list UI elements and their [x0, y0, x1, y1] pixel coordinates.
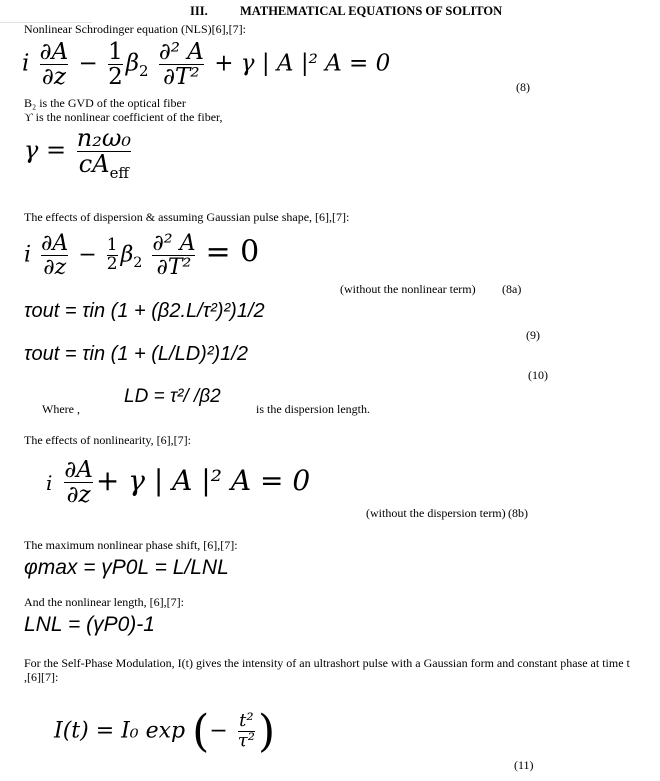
- eq8b-i: i: [46, 471, 53, 496]
- equation-8b: [46, 458, 310, 507]
- eq9-number: (9): [526, 328, 540, 342]
- eq8-one: 1: [108, 39, 123, 65]
- spm-line-1: For the Self-Phase Modulation, I(t) gives the intensity of an ultrashort pulse with a Gaussian form and constant phase at time t: [24, 656, 630, 670]
- eq8a-rest: = 0: [205, 234, 260, 270]
- spm-line-2: ,[6][7]:: [24, 670, 59, 684]
- eq8b-num-dA: ∂A: [64, 457, 93, 483]
- eq8-den-dz: ∂z: [40, 64, 69, 89]
- nl-length-equation: LNL = (γP0)-1: [24, 613, 155, 636]
- eq8a-i: i: [24, 242, 32, 268]
- eq10-number: (10): [528, 368, 548, 382]
- section-title: MATHEMATICAL EQUATIONS OF SOLITON: [239, 4, 503, 18]
- eq8a-d2A: ∂² A: [152, 231, 196, 256]
- eq8a-beta: β: [120, 242, 134, 268]
- eq11-minus: −: [209, 718, 228, 744]
- equation-9: τout = τin (1 + (β2.L/τ²)²)1/2: [24, 300, 265, 322]
- eq8a-num-dA: ∂A: [41, 231, 69, 256]
- eq8b-rest: + γ | A |² A = 0: [95, 464, 311, 498]
- eq8-number: (8): [516, 80, 530, 94]
- equation-8a: i $\frac{\partial A}{\partial z}$ − $\frac{1}{2}$ $\beta_2$ $\frac{\text{∂² A}}{\text{∂T²}}$ = 0: [24, 231, 260, 281]
- eq8b-den-dz: ∂z: [64, 482, 93, 507]
- eq8-two: 2: [108, 64, 123, 91]
- equation-10: τout = τin (1 + (L/LD)²)1/2: [24, 343, 248, 365]
- section-number: III.: [190, 4, 208, 18]
- eq8b-number: (8b): [508, 506, 528, 520]
- phase-intro: The maximum nonlinear phase shift, [6],[7]:: [24, 538, 238, 552]
- dispersion-intro: The effects of dispersion & assuming Gaussian pulse shape, [6],[7]:: [24, 210, 350, 224]
- eq11-lhs: I(t) = I₀ exp: [54, 718, 186, 744]
- nls-intro: Nonlinear Schrodinger equation (NLS)[6],[7]:: [24, 22, 246, 36]
- ld-where: Where ,: [42, 402, 80, 416]
- eq8a-dT2: ∂T²: [152, 255, 195, 279]
- eq11-den: τ²: [237, 730, 255, 751]
- eq8a-two: 2: [106, 254, 118, 275]
- equation-11: I(t) = I₀ exp (− $\frac{\text{t²}}{\text{τ²}}$ ): [54, 706, 276, 757]
- eq8a-den-dz: ∂z: [41, 255, 68, 279]
- ld-suffix: is the dispersion length.: [256, 402, 370, 416]
- eq8b-note: (without the dispersion term): [366, 506, 506, 520]
- eq8a-number: (8a): [502, 282, 522, 296]
- eq8-beta-sub: 2: [139, 62, 149, 81]
- gamma-lhs: γ =: [24, 136, 67, 165]
- ld-formula: LD = τ²/ /β2: [124, 386, 221, 407]
- eq8a-one: 1: [106, 235, 118, 256]
- gamma-definition: ϒ is the nonlinear coefficient of the fiber,: [24, 110, 223, 124]
- gamma-num: n₂ω₀: [76, 124, 132, 152]
- eq11-num: t²: [239, 710, 254, 732]
- nl-length-intro: And the nonlinear length, [6],[7]:: [24, 595, 184, 609]
- eq8-beta: β: [125, 50, 140, 77]
- eq8-rest: + γ | A |² A = 0: [214, 50, 391, 77]
- eq8-i: i: [22, 50, 30, 77]
- eq8a-beta-sub: 2: [133, 254, 143, 271]
- eq8-num-dA: ∂A: [39, 39, 69, 65]
- eq8a-note: (without the nonlinear term): [340, 282, 476, 296]
- phase-equation: φmax = γP0L = L/LNL: [24, 556, 229, 579]
- gamma-equation: [24, 124, 134, 182]
- gamma-den-c: cA: [78, 150, 110, 179]
- b2-definition: B₂ is the GVD of the optical fiber: [24, 96, 186, 110]
- section-heading: [190, 4, 502, 19]
- nonlinearity-intro: The effects of nonlinearity, [6],[7]:: [24, 433, 191, 447]
- gamma-den-sub: eff: [109, 163, 129, 182]
- eq8-d2A: ∂² A: [158, 39, 204, 65]
- equation-8: i $\frac{\partial A}{\partial z}$ − $\frac{1}{2}$ $\beta_2$ $\frac{\text{∂² A}}{\text{∂T²}}$ + γ | A |² A = 0: [22, 39, 391, 91]
- eq8-dT2: ∂T²: [159, 64, 204, 89]
- eq11-number: (11): [514, 758, 534, 772]
